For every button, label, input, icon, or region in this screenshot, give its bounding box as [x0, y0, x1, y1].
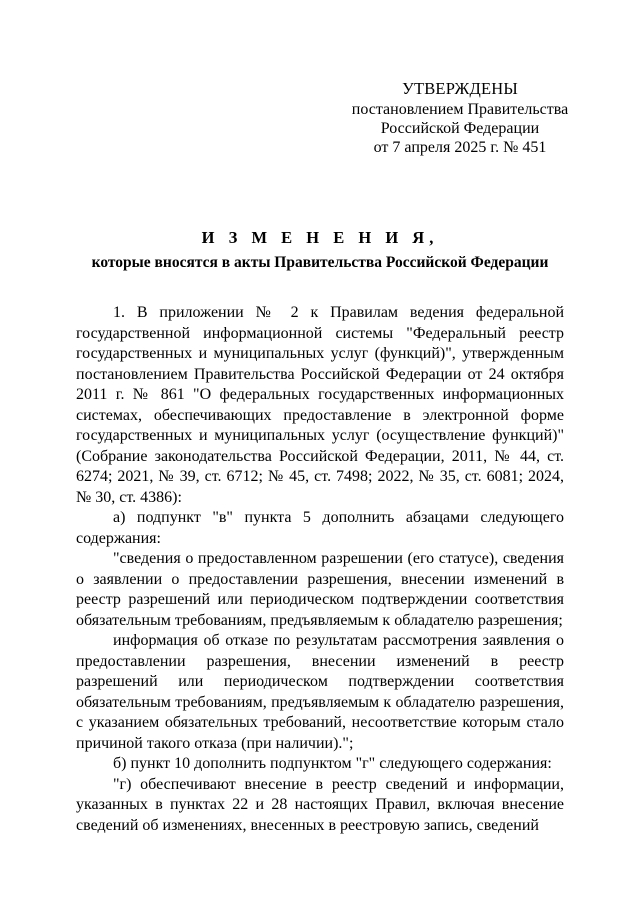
paragraph-1: 1. В приложении № 2 к Правилам ведения федеральной государственной информационной системы "Федеральный реестр государственных и муниципальных услуг (функций)", утвержденным постановлением Правительства Российской Федерации от 24 октября 2011 г. № 861 "О федеральных государственных информационных системах, обеспечивающих предоставление в электронной форме государственных и муниципальных услуг (осуществление функций)" (Собрание законодательства Российской Федерации, 2011, № 44, ст. 6274; 2021, № 39, ст. 6712; № 45, ст. 7498; 2022, № 35, ст. 6081; 2024, № 30, ст. 4386):: [76, 304, 564, 506]
approval-line-2: Российской Федерации: [380, 120, 540, 137]
paragraph-2: а) подпункт "в" пункта 5 дополнить абзацами следующего содержания:: [76, 509, 564, 547]
approval-heading: УТВЕРЖДЕНЫ: [402, 79, 518, 98]
approval-line-3: от 7 апреля 2025 г. № 451: [373, 139, 547, 156]
approval-stamp: [340, 79, 580, 157]
paragraph-6: "г) обеспечивают внесение в реестр сведений и информации, указанных в пунктах 22 и 28 настоящих Правил, включая внесение сведений об изменениях, внесенных в реестровую запись, сведений: [76, 775, 564, 834]
paragraph-5: б) пункт 10 дополнить подпунктом "г" следующего содержания:: [113, 755, 552, 772]
paragraph-4: информация об отказе по результатам рассмотрения заявления о предоставлении разрешения, внесении изменений в реестр разрешений или периодическом подтверждении соответствия обязательным требованиям, предъявляемым к обладателю разрешения, с указанием обязательных требований, несоответствие которым стало причиной такого отказа (при наличии).";: [76, 632, 564, 752]
paragraph-3: "сведения о предоставленном разрешении (его статусе), сведения о заявлении о предоставлении разрешения, внесении изменений в реестр разрешений или периодическом подтверждении соответствия обязательным требованиям, предъявляемым к обладателю разрешения;: [76, 550, 564, 629]
approval-line-1: постановлением Правительства: [351, 101, 569, 118]
document-title: И З М Е Н Е Н И Я,: [201, 228, 439, 247]
document-subtitle: которые вносятся в акты Правительства Российской Федерации: [91, 254, 549, 271]
document-body: [76, 303, 564, 836]
